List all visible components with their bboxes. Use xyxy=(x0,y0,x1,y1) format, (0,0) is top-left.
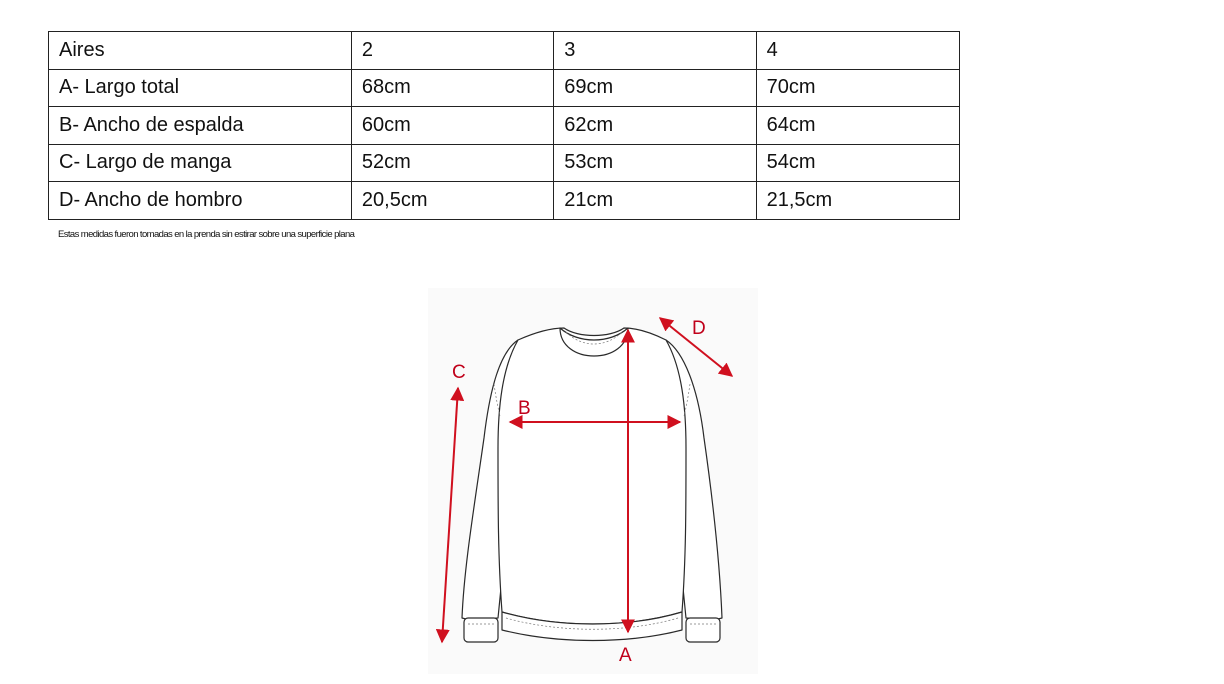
size-table xyxy=(48,31,960,220)
measure-value: 52cm xyxy=(351,144,553,182)
measure-value: 54cm xyxy=(756,144,959,182)
measure-value: 21,5cm xyxy=(756,182,959,220)
measure-value: 21cm xyxy=(554,182,756,220)
measure-label: D- Ancho de hombro xyxy=(49,182,352,220)
measure-label: B- Ancho de espalda xyxy=(49,107,352,145)
label-d: D xyxy=(692,318,706,339)
measure-value: 69cm xyxy=(554,69,756,107)
measure-value: 68cm xyxy=(351,69,553,107)
sweatshirt-diagram xyxy=(428,288,758,674)
table-row xyxy=(49,107,960,145)
measure-value: 53cm xyxy=(554,144,756,182)
header-cell: 4 xyxy=(756,32,959,70)
sweatshirt-illustration xyxy=(428,288,758,674)
table-header-row xyxy=(49,32,960,70)
header-cell: 2 xyxy=(351,32,553,70)
header-cell: 3 xyxy=(554,32,756,70)
measure-label: C- Largo de manga xyxy=(49,144,352,182)
measure-value: 20,5cm xyxy=(351,182,553,220)
measure-label: A- Largo total xyxy=(49,69,352,107)
sweatshirt-outline xyxy=(462,328,722,642)
measure-value: 62cm xyxy=(554,107,756,145)
label-a: A xyxy=(619,645,632,666)
measure-value: 70cm xyxy=(756,69,959,107)
label-b: B xyxy=(518,398,531,419)
header-cell: Aires xyxy=(49,32,352,70)
table-row xyxy=(49,182,960,220)
table-row xyxy=(49,69,960,107)
table-row xyxy=(49,144,960,182)
label-c: C xyxy=(452,362,466,383)
measure-value: 60cm xyxy=(351,107,553,145)
measure-value: 64cm xyxy=(756,107,959,145)
measurement-note: Estas medidas fueron tomadas en la prenda sin estirar sobre una superficie plana xyxy=(58,229,355,240)
